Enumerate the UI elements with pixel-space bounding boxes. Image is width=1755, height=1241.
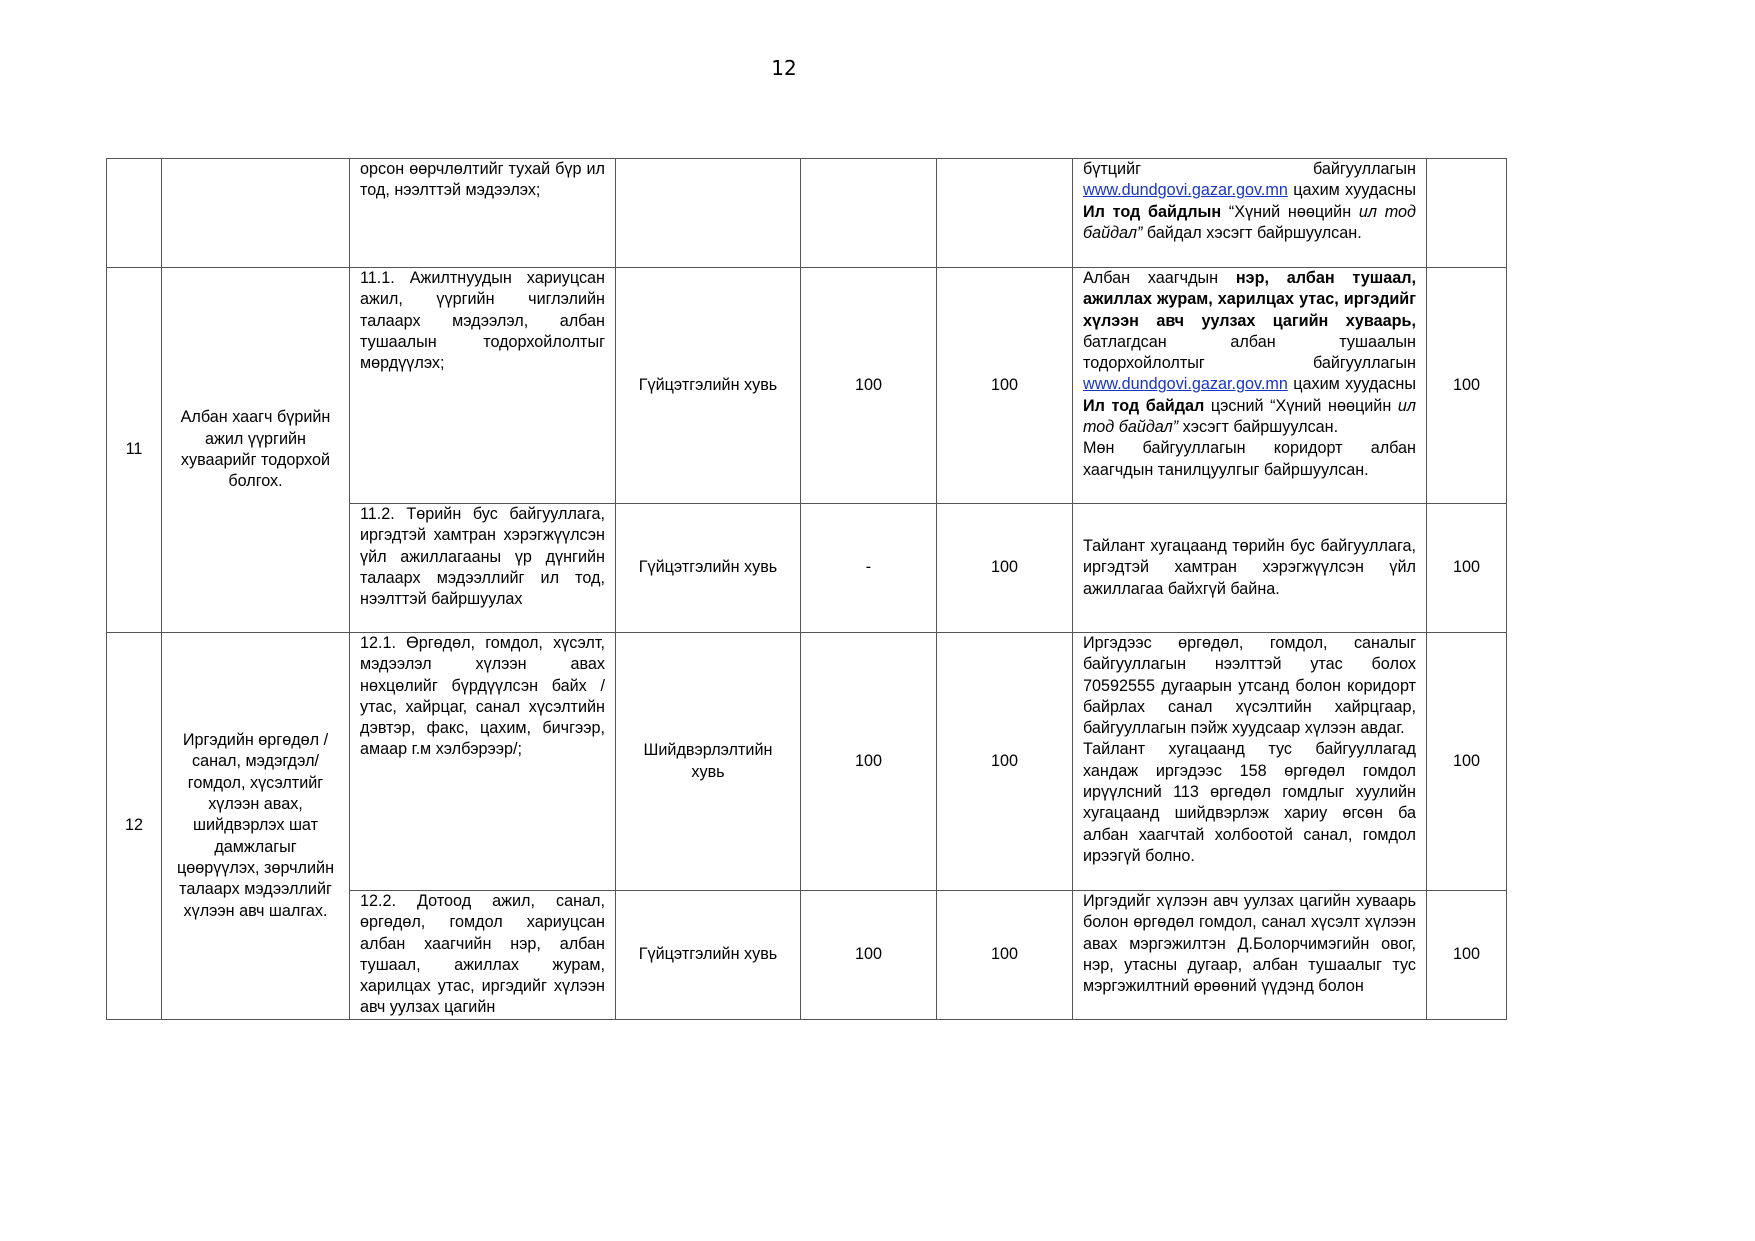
target-cell [937,159,1073,268]
baseline-cell: 100 [801,891,937,1020]
table-row [107,159,1507,268]
row-number-cell [107,159,162,268]
score-cell: 100 [1427,633,1507,891]
result-cell: Албан хаагчдын нэр, албан тушаал, ажиллах журам, харилцах утас, иргэдийг хүлээн авч уулзах цагийн хуваарь, батлагдсан албан тушаалын тодорхойлолтыг байгууллагын www.dundgovi.gazar.gov.mn цахим хуудасны Ил тод байдал цэсний “Хүний нөөцийн ил тод байдал” хэсэгт байршуулсан. Мөн байгууллагын коридорт албан хаагчдын танилцуулгыг байршуулсан. [1073,268,1427,504]
indicator-cell: Гүйцэтгэлийн хувь [616,891,801,1020]
goal-cell: Иргэдийн өргөдөл /санал, мэдэгдэл/ гомдол, хүсэлтийг хүлээн авах, шийдвэрлэх шат дамжлагыг цөөрүүлэх, зөрчлийн талаарх мэдээллийг хүлээн авч шалгах. [162,633,350,1020]
target-cell: 100 [937,504,1073,633]
indicator-cell: Шийдвэрлэлтийн хувь [616,633,801,891]
goal-cell [162,159,350,268]
target-cell: 100 [937,633,1073,891]
baseline-cell: 100 [801,268,937,504]
indicator-cell: Гүйцэтгэлийн хувь [616,268,801,504]
page-number: 12 [771,56,797,80]
action-plan-table [106,158,1507,1020]
website-link[interactable]: www.dundgovi.gazar.gov.mn [1083,181,1288,200]
indicator-cell: Гүйцэтгэлийн хувь [616,504,801,633]
baseline-cell: 100 [801,633,937,891]
score-cell: 100 [1427,891,1507,1020]
result-cell: Иргэдээс өргөдөл, гомдол, саналыг байгууллагын нээлттэй утас болох 70592555 дугаарын утсанд болон коридорт байрлах санал хүсэлтийн хайрцгаар, байгууллагын пэйж хуудсаар хүлээн авдаг. Тайлант хугацаанд тус байгууллагад хандаж иргэдээс 158 өргөдөл гомдол ирүүлсний 113 өргөдөл гомдлыг хуулийн хугацаанд шийдвэрлэж хариу өгсөн ба албан хаагчтай холбоотой санал, гомдол ирээгүй болно. [1073,633,1427,891]
result-cell: бүтцийг байгууллагын www.dundgovi.gazar.gov.mn цахим хуудасны Ил тод байдлын “Хүний нөөцийн ил тод байдал” байдал хэсэгт байршуулсан. [1073,159,1427,268]
table-row [107,268,1507,504]
baseline-cell [801,159,937,268]
baseline-cell: - [801,504,937,633]
action-cell: орсон өөрчлөлтийг тухай бүр ил тод, нээлттэй мэдээлэх; [350,159,616,268]
target-cell: 100 [937,268,1073,504]
result-cell: Иргэдийг хүлээн авч уулзах цагийн хуваарь болон өргөдөл гомдол, санал хүсэлт хүлээн авах мэргэжилтэн Д.Болорчимэгийн овог, нэр, утасны дугаар, албан тушаалыг тус мэргэжилтний өрөөний үүдэнд болон [1073,891,1427,1020]
indicator-cell [616,159,801,268]
score-cell [1427,159,1507,268]
action-cell: 12.1. Өргөдөл, гомдол, хүсэлт, мэдээлэл хүлээн авах нөхцөлийг бүрдүүлсэн байх /утас, хайрцаг, санал хүсэлтийн дэвтэр, факс, цахим, бичгээр, амаар г.м хэлбэрээр/; [350,633,616,891]
target-cell: 100 [937,891,1073,1020]
website-link[interactable]: www.dundgovi.gazar.gov.mn [1083,375,1288,394]
action-cell: 11.1. Ажилтнуудын хариуцсан ажил, үүргийн чиглэлийн талаарх мэдээлэл, албан тушаалын тодорхойлолтыг мөрдүүлэх; [350,268,616,504]
score-cell: 100 [1427,268,1507,504]
action-cell: 11.2. Төрийн бус байгууллага, иргэдтэй хамтран хэрэгжүүлсэн үйл ажиллагааны үр дүнгийн талаарх мэдээллийг ил тод, нээлттэй байршуулах [350,504,616,633]
row-number-cell: 11 [107,268,162,633]
action-cell: 12.2. Дотоод ажил, санал, өргөдөл, гомдол хариуцсан албан хаагчийн нэр, албан тушаал, ажиллах журам, харилцах утас, иргэдийг хүлээн авч уулзах цагийн [350,891,616,1020]
result-cell: Тайлант хугацаанд төрийн бус байгууллага, иргэдтэй хамтран хэрэгжүүлсэн үйл ажиллагаа байхгүй байна. [1073,504,1427,633]
goal-cell: Албан хаагч бүрийн ажил үүргийн хуваарийг тодорхой болгох. [162,268,350,633]
score-cell: 100 [1427,504,1507,633]
table-row [107,633,1507,891]
row-number-cell: 12 [107,633,162,1020]
